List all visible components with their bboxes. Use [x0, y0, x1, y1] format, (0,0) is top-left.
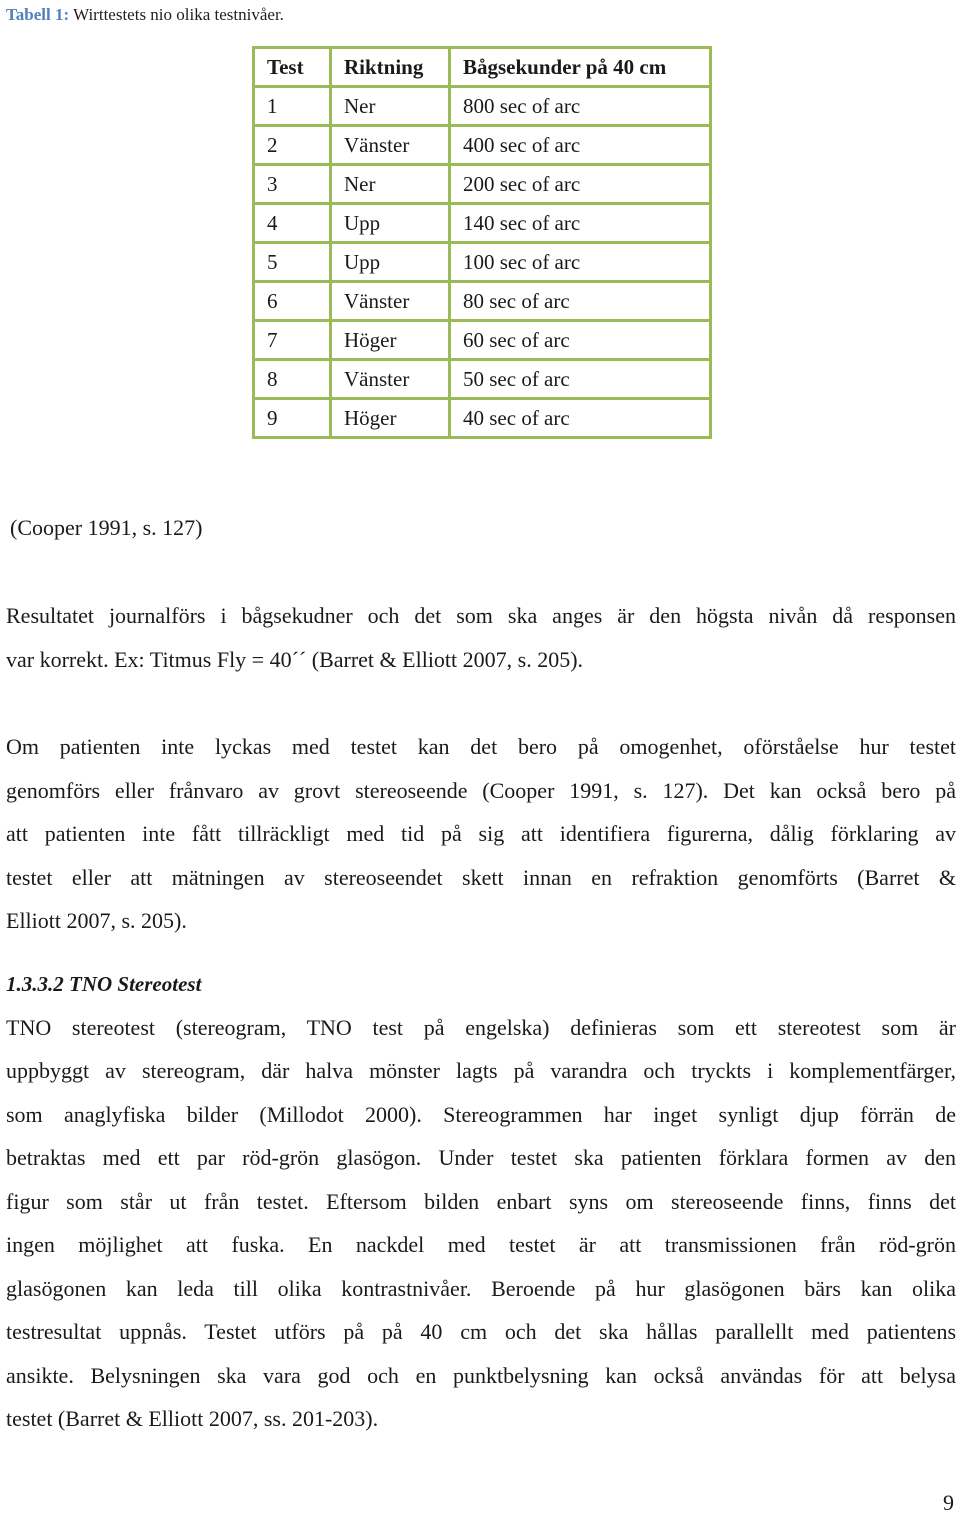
header-test: Test [254, 48, 331, 87]
table-row [254, 243, 711, 282]
paragraph-line: uppbyggt av stereogram, där halva mönster lagts på varandra och tryckts i komplementfärger, [6, 1058, 956, 1083]
cell-riktning: Upp [331, 204, 450, 243]
table-citation: (Cooper 1991, s. 127) [10, 515, 203, 540]
paragraph-line: var korrekt. Ex: Titmus Fly = 40´´ (Barret & Elliott 2007, s. 205). [6, 647, 584, 672]
cell-test: 9 [254, 399, 331, 438]
cell-bagsekunder: 80 sec of arc [450, 282, 711, 321]
cell-bagsekunder: 800 sec of arc [450, 87, 711, 126]
cell-riktning: Upp [331, 243, 450, 282]
cell-bagsekunder: 100 sec of arc [450, 243, 711, 282]
paragraph-line: som anaglyfiska bilder (Millodot 2000). Stereogrammen har inget synligt djup förrän de [6, 1102, 956, 1127]
paragraph-line: testet eller att mätningen av stereoseendet skett innan en refraktion genomförts (Barret & [6, 865, 956, 890]
cell-test: 8 [254, 360, 331, 399]
cell-test: 5 [254, 243, 331, 282]
paragraph-line: Resultatet journalförs i bågsekudner och det som ska anges är den högsta nivån då responsen [6, 603, 956, 628]
table-row [254, 126, 711, 165]
cell-riktning: Vänster [331, 282, 450, 321]
cell-bagsekunder: 140 sec of arc [450, 204, 711, 243]
table-caption [6, 5, 284, 25]
table-row [254, 321, 711, 360]
cell-riktning: Vänster [331, 360, 450, 399]
page-number: 9 [943, 1490, 954, 1515]
cell-test: 7 [254, 321, 331, 360]
paragraph-line: figur som står ut från testet. Eftersom bilden enbart syns om stereoseende finns, finns det [6, 1189, 956, 1214]
table-row [254, 360, 711, 399]
caption-text: Wirttestets nio olika testnivåer. [73, 5, 284, 24]
header-riktning: Riktning [331, 48, 450, 87]
table-row [254, 87, 711, 126]
cell-bagsekunder: 200 sec of arc [450, 165, 711, 204]
caption-label: Tabell 1: [6, 5, 70, 24]
paragraph-line: glasögonen kan leda till olika kontrastnivåer. Beroende på hur glasögonen bärs kan olika [6, 1276, 956, 1301]
paragraph-line: ansikte. Belysningen ska vara god och en punktbelysning kan också användas för att belysa [6, 1363, 956, 1388]
table-row [254, 165, 711, 204]
cell-bagsekunder: 400 sec of arc [450, 126, 711, 165]
table-row [254, 399, 711, 438]
cell-test: 4 [254, 204, 331, 243]
paragraph-line: Om patienten inte lyckas med testet kan det bero på omogenhet, oförståelse hur testet [6, 734, 956, 759]
paragraph-line: ingen möjlighet att fuska. En nackdel med testet är att transmissionen från röd-grön [6, 1232, 956, 1257]
cell-bagsekunder: 40 sec of arc [450, 399, 711, 438]
paragraph-line: testet (Barret & Elliott 2007, ss. 201-203). [6, 1406, 379, 1431]
paragraph-line: TNO stereotest (stereogram, TNO test på engelska) definieras som ett stereotest som är [6, 1015, 956, 1040]
cell-riktning: Vänster [331, 126, 450, 165]
test-levels-table [252, 46, 712, 439]
cell-riktning: Ner [331, 87, 450, 126]
table-header-row [254, 48, 711, 87]
paragraph-line: Elliott 2007, s. 205). [6, 908, 187, 933]
cell-riktning: Höger [331, 321, 450, 360]
header-bagsekunder: Bågsekunder på 40 cm [450, 48, 711, 87]
paragraph-line: betraktas med ett par röd-grön glasögon. Under testet ska patienten förklara formen av den [6, 1145, 956, 1170]
paragraph-line: genomförs eller frånvaro av grovt stereoseende (Cooper 1991, s. 127). Det kan också bero på [6, 778, 956, 803]
table-row [254, 282, 711, 321]
paragraph-line: att patienten inte fått tillräckligt med tid på sig att identifiera figurerna, dålig förklaring av [6, 821, 956, 846]
cell-riktning: Ner [331, 165, 450, 204]
cell-bagsekunder: 50 sec of arc [450, 360, 711, 399]
cell-test: 1 [254, 87, 331, 126]
cell-bagsekunder: 60 sec of arc [450, 321, 711, 360]
paragraph-line: testresultat uppnås. Testet utförs på på 40 cm och det ska hållas parallellt med patientens [6, 1319, 956, 1344]
cell-test: 2 [254, 126, 331, 165]
section-heading: 1.3.3.2 TNO Stereotest [6, 972, 202, 996]
cell-riktning: Höger [331, 399, 450, 438]
cell-test: 3 [254, 165, 331, 204]
cell-test: 6 [254, 282, 331, 321]
table-row [254, 204, 711, 243]
